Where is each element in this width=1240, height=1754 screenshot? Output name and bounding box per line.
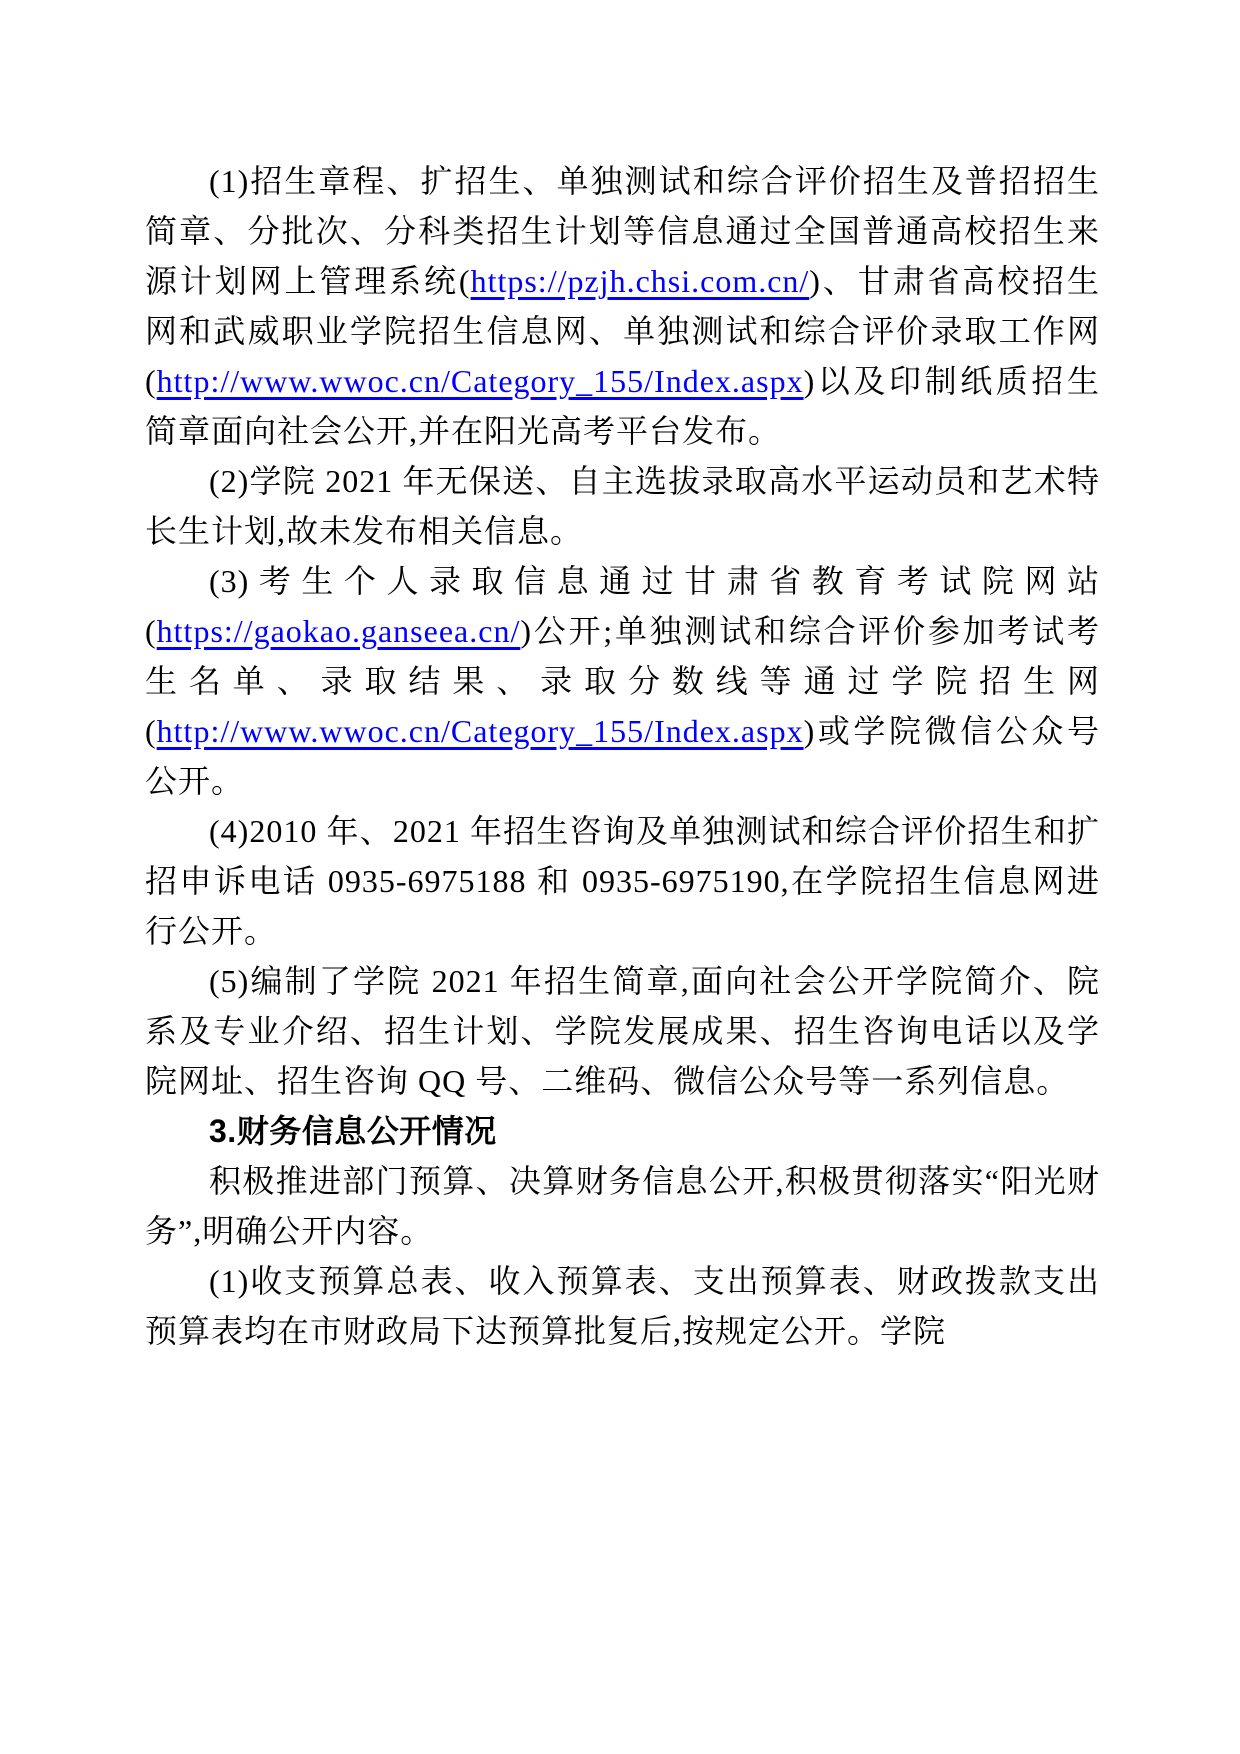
text-run: (1)收支预算总表、收入预算表、支出预算表、财政拨款支出预算表均在市财政局下达预算批复后,按规定公开。学院 [145,1263,1100,1349]
paragraph [145,1256,1100,1356]
text-run: )公开;单独测试和综合评价参加考试考生名单、录取结果、录取分数线等通过学院招生网( [145,613,1100,749]
text-run: 3.财务信息公开情况 [209,1113,497,1149]
paragraph [145,156,1100,456]
paragraph [145,556,1100,806]
hyperlink[interactable]: https://gaokao.ganseea.cn/ [156,613,521,649]
text-run: (3)考生个人录取信息通过甘肃省教育考试院网站( [145,563,1100,649]
hyperlink[interactable]: http://www.wwoc.cn/Category_155/Index.aspx [156,363,804,399]
text-run: (5)编制了学院 2021 年招生简章,面向社会公开学院简介、院系及专业介绍、招生计划、学院发展成果、招生咨询电话以及学院网址、招生咨询 QQ 号、二维码、微信公众号等一系列信息。 [145,963,1100,1099]
paragraph [145,1156,1100,1256]
text-run: (2)学院 2021 年无保送、自主选拔录取高水平运动员和艺术特长生计划,故未发布相关信息。 [145,463,1100,549]
paragraph [145,806,1100,956]
text-run: (4)2010 年、2021 年招生咨询及单独测试和综合评价招生和扩招申诉电话 0935-6975188 和 0935-6975190,在学院招生信息网进行公开。 [145,813,1100,949]
text-run: 积极推进部门预算、决算财务信息公开,积极贯彻落实“阳光财务”,明确公开内容。 [145,1163,1100,1249]
section-heading [145,1106,1100,1156]
document-body [145,156,1100,1356]
text-run: )、甘肃省高校招生网和武威职业学院招生信息网、单独测试和综合评价录取工作网( [145,263,1100,399]
text-run: (1)招生章程、扩招生、单独测试和综合评价招生及普招招生简章、分批次、分科类招生计划等信息通过全国普通高校招生来源计划网上管理系统( [145,163,1100,299]
paragraph [145,456,1100,556]
text-run: )或学院微信公众号公开。 [145,713,1100,799]
hyperlink[interactable]: https://pzjh.chsi.com.cn/ [470,263,810,299]
hyperlink[interactable]: http://www.wwoc.cn/Category_155/Index.aspx [156,713,804,749]
paragraph [145,956,1100,1106]
text-run: )以及印制纸质招生简章面向社会公开,并在阳光高考平台发布。 [145,363,1100,449]
